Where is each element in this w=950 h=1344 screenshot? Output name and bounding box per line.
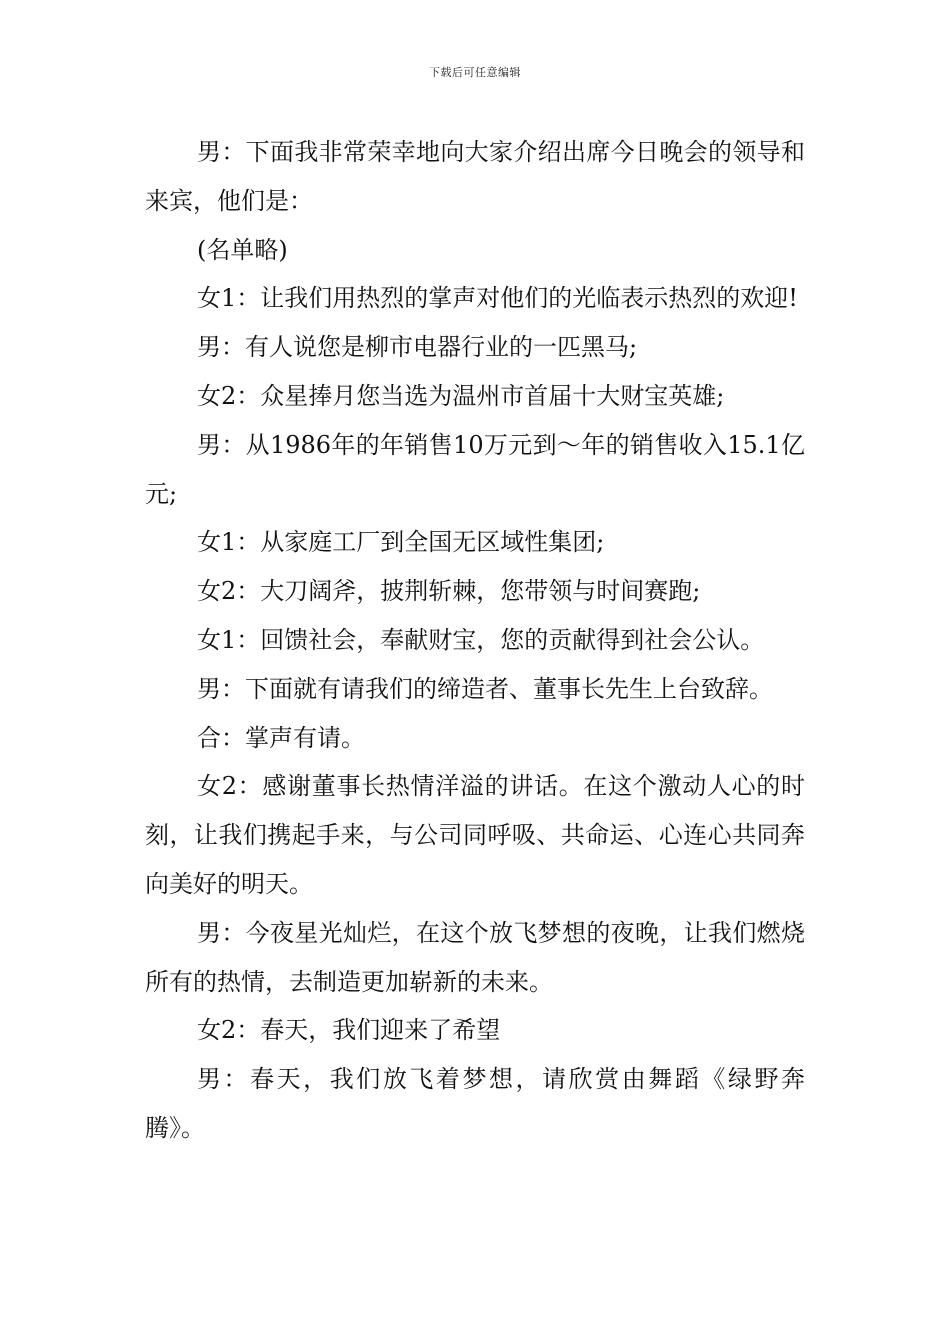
- paragraph: 男：有人说您是柳市电器行业的一匹黑马;: [197, 333, 638, 362]
- paragraph: 男：春天，我们放飞着梦想，请欣赏由舞蹈《绿野奔腾》。: [145, 1065, 805, 1142]
- paragraph: 合：掌声有请。: [197, 723, 365, 752]
- paragraph: 女2：感谢董事长热情洋溢的讲话。在这个激动人心的时刻，让我们携起手来，与公司同呼吸、共命运、心连心共同奔向美好的明天。: [145, 772, 805, 898]
- paragraph: (名单略): [197, 235, 288, 264]
- paragraph: 女1：回馈社会，奉献财宝，您的贡献得到社会公认。: [197, 625, 765, 654]
- paragraph: 女1：让我们用热烈的掌声对他们的光临表示热烈的欢迎!: [197, 284, 798, 313]
- paragraph: 男：从1986年的年销售10万元到～年的销售收入15.1亿元;: [145, 430, 805, 508]
- paragraph: 女1：从家庭工厂到全国无区域性集团;: [197, 528, 605, 557]
- page-header: 下载后可任意编辑: [429, 66, 521, 79]
- paragraph: 男：今夜星光灿烂，在这个放飞梦想的夜晚，让我们燃烧所有的热情，去制造更加崭新的未来。: [145, 918, 805, 996]
- paragraph: 女2：大刀阔斧，披荆斩棘，您带领与时间赛跑;: [197, 577, 701, 606]
- script-content: [145, 128, 805, 1153]
- paragraph: 女2：春天，我们迎来了希望: [197, 1016, 501, 1045]
- paragraph: 女2：众星捧月您当选为温州市首届十大财宝英雄;: [197, 381, 725, 410]
- paragraph: 男：下面就有请我们的缔造者、董事长先生上台致辞。: [197, 674, 773, 703]
- paragraph: 男：下面我非常荣幸地向大家介绍出席今日晚会的领导和来宾，他们是：: [145, 138, 805, 215]
